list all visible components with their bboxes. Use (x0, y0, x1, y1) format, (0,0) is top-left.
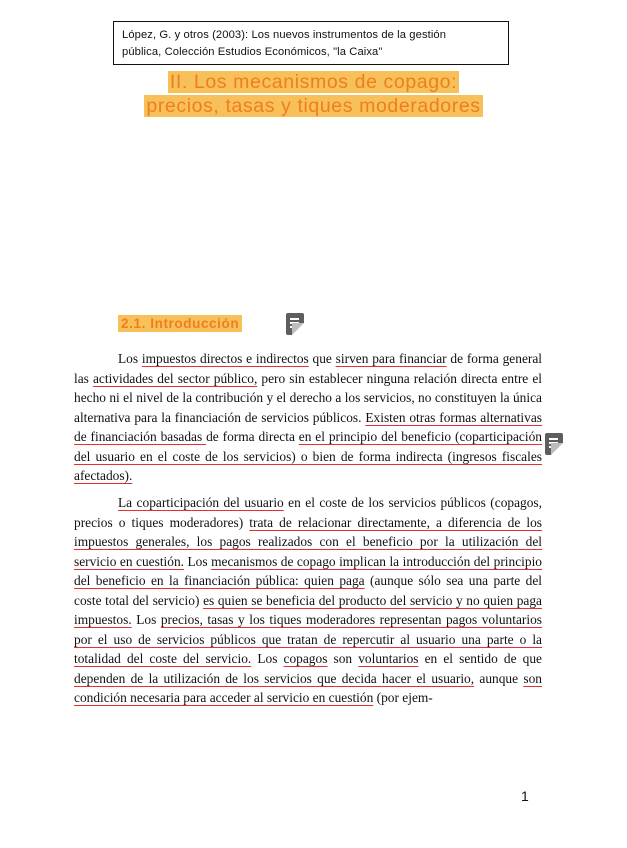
underlined-text: es quien se beneficia del producto del servicio y no quien paga impuestos. (74, 592, 542, 627)
body-text: Los (184, 553, 212, 569)
body-text: Los (118, 351, 142, 366)
page-number: 1 (521, 788, 529, 804)
body-text: aunque (474, 670, 524, 686)
body-text: (aunque sólo sea una parte del coste total del servicio) (74, 573, 543, 608)
body-text: de forma directa (206, 429, 299, 444)
note-icon[interactable] (545, 433, 563, 455)
underlined-text: copagos (283, 651, 328, 666)
underlined-text: dependen de la utilización de los servicios que decida hacer el usuario, (74, 670, 475, 686)
underlined-text: actividades del sector público, (92, 370, 258, 386)
chapter-title-line-1: II. Los mecanismos de copago: (169, 71, 458, 93)
citation-box (113, 21, 509, 65)
body-text: pero sin establecer ninguna relación directa entre el hecho ni el nivel de la contribución y el derecho a los servicios, no constituyen la única alternativa para la financiación de servicios públicos. (74, 370, 542, 425)
underlined-text: Existen otras formas alternativas de financiación basadas (74, 409, 543, 444)
underlined-text: son condición necesaria para acceder al servicio en cuestión (74, 670, 542, 705)
underlined-text: trata de relacionar directamente, a diferencia de los impuestos generales, los pagos realizados con el beneficio por la utilización del servicio en cuestión. (74, 514, 542, 569)
underlined-text: sirven para financiar (335, 351, 447, 366)
body-text: que (308, 351, 336, 366)
paragraph-1 (74, 349, 542, 486)
body-text: (por ejem- (373, 690, 433, 705)
body-text: son (327, 651, 359, 666)
underlined-text: precios, tasas y los tiques moderadores representan pagos voluntarios por el uso de servicios públicos que tratan de repercutir al usuario una parte o la totalidad del coste del servicio. (74, 612, 542, 666)
paragraph-2 (74, 493, 542, 708)
citation-line-2: pública, Colección Estudios Económicos, "la Caixa" (122, 46, 383, 58)
citation-line-1: López, G. y otros (2003): Los nuevos instrumentos de la gestión (122, 29, 447, 41)
underlined-text: mecanismos de copago implican la introducción del principio del beneficio en la financiación pública: quien paga (74, 553, 542, 588)
body-text: de forma general las (74, 351, 543, 386)
chapter-title-line-2: precios, tasas y tiques moderadores (146, 95, 481, 117)
section-title: 2.1. Introducción (118, 315, 242, 332)
underlined-text: La coparticipación del usuario (118, 495, 284, 510)
underlined-text: en el principio del beneficio (coparticipación del usuario en el coste de los servicios) o bien de forma indirecta (ingresos fiscales afectados). (74, 429, 542, 483)
section-heading (118, 316, 242, 331)
body-text: Los (131, 612, 161, 627)
body-text: en el coste de los servicios públicos (copagos, precios o tiques moderadores) (74, 495, 542, 530)
body-text: en el sentido de que (418, 651, 542, 666)
underlined-text: voluntarios (358, 651, 419, 666)
underlined-text: impuestos directos e indirectos (141, 351, 309, 366)
chapter-title (0, 70, 627, 118)
paragraph-1-text (74, 349, 542, 486)
note-icon[interactable] (286, 313, 304, 335)
paragraph-2-text (74, 493, 542, 708)
body-text: Los (251, 651, 284, 666)
